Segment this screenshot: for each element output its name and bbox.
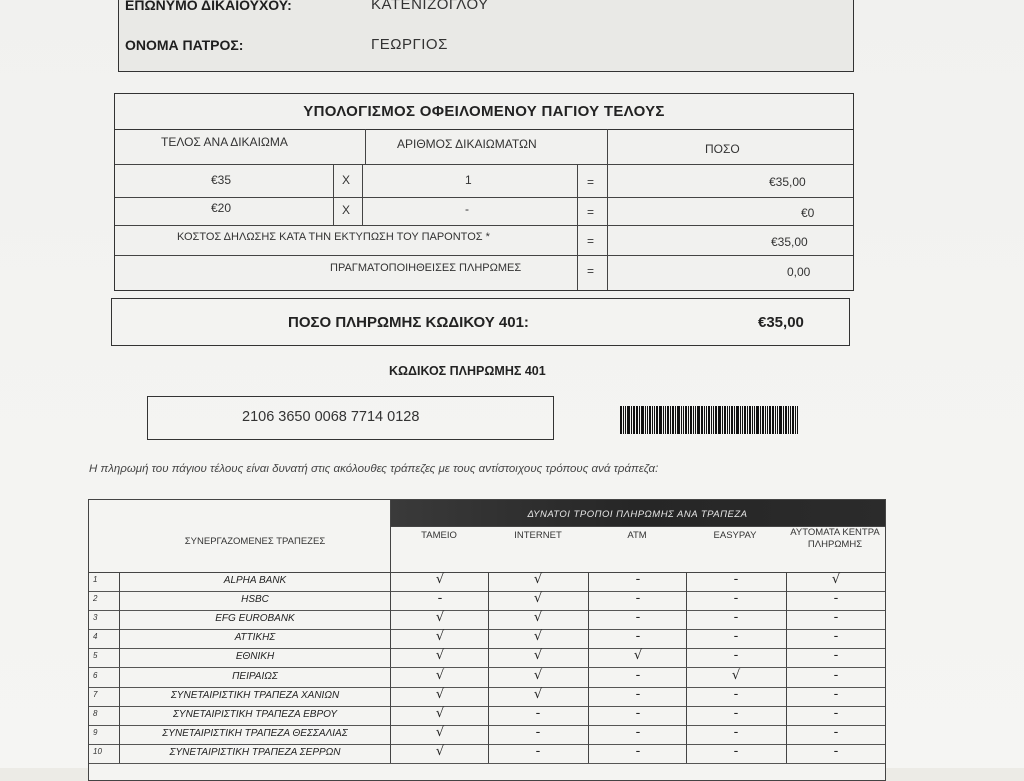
payment-code-value: 2106 3650 0068 7714 0128 xyxy=(242,409,420,425)
father-name-value: ΓΕΩΡΓΙΟΣ xyxy=(371,36,448,53)
multiply-sign: X xyxy=(342,203,351,217)
checkmark-icon: √ xyxy=(435,610,445,626)
surname-label: ΕΠΩΝΥΜΟ ΔΙΚΑΙΟΥΧΟΥ: xyxy=(125,0,292,13)
surname-value: ΚΑΤΕΝΙΖΟΓΛΟΥ xyxy=(371,0,489,13)
dash-mark: - xyxy=(733,572,739,587)
bank-row xyxy=(89,725,885,745)
dash-mark: - xyxy=(833,705,839,721)
bank-name: ALPHA BANK xyxy=(223,575,287,586)
dash-mark: - xyxy=(437,591,443,607)
checkmark-icon: √ xyxy=(633,648,643,664)
checkmark-icon: √ xyxy=(435,629,445,645)
dash-mark: - xyxy=(733,743,739,759)
col-banks-header: ΣΥΝΕΡΓΑΖΟΜΕΝΕΣ ΤΡΑΠΕΖΕΣ xyxy=(184,536,326,547)
calculation-title: ΥΠΟΛΟΓΙΣΜΟΣ ΟΦΕΙΛΟΜΕΝΟΥ ΠΑΓΙΟΥ ΤΕΛΟΥΣ xyxy=(115,94,853,130)
bank-name: EFG EUROBANK xyxy=(215,613,295,625)
bank-name: ΣΥΝΕΤΑΙΡΙΣΤΙΚΗ ΤΡΑΠΕΖΑ ΧΑΝΙΩΝ xyxy=(170,689,340,701)
dash-mark: - xyxy=(733,686,739,702)
equals-sign: = xyxy=(587,205,595,219)
checkmark-icon: √ xyxy=(533,572,543,587)
fee-calculation-table xyxy=(114,93,854,291)
bank-row xyxy=(89,572,885,592)
bank-row-number: 8 xyxy=(93,708,98,718)
checkmark-icon: √ xyxy=(533,648,543,664)
payment-methods-header-band xyxy=(390,500,885,526)
bank-row xyxy=(89,591,885,611)
checkmark-icon: √ xyxy=(435,686,445,702)
dash-mark: - xyxy=(535,724,541,740)
checkmark-icon: √ xyxy=(435,572,445,587)
dash-mark: - xyxy=(635,724,641,740)
dash-mark: - xyxy=(833,667,839,683)
bank-row xyxy=(89,648,885,668)
payments-made-label: ΠΡΑΓΜΑΤΟΠΟΙΗΘΕΙΣΕΣ ΠΛΗΡΩΜΕΣ xyxy=(330,262,522,274)
bank-name: ΣΥΝΕΤΑΙΡΙΣΤΙΚΗ ΤΡΑΠΕΖΑ ΘΕΣΣΑΛΙΑΣ xyxy=(162,727,348,739)
bank-name: ΣΥΝΕΤΑΙΡΙΣΤΙΚΗ ΤΡΑΠΕΖΑ ΣΕΡΡΩΝ xyxy=(169,746,341,758)
col-payment-centers-header: ΑΥΤΟΜΑΤΑ ΚΕΝΤΡΑ ΠΛΗΡΩΜΗΣ xyxy=(790,527,880,550)
dash-mark: - xyxy=(833,724,839,740)
checkmark-icon: √ xyxy=(533,610,543,626)
payment-amount-value: €35,00 xyxy=(758,314,804,331)
bank-row-number: 1 xyxy=(93,575,98,584)
col-easypay-header: EASYPAY xyxy=(713,530,757,541)
col-count-header: ΑΡΙΘΜΟΣ ΔΙΚΑΙΩΜΑΤΩΝ xyxy=(397,137,537,151)
dash-mark: - xyxy=(635,705,641,721)
amount-value: €0 xyxy=(801,206,815,220)
father-name-label: ΟΝΟΜΑ ΠΑΤΡΟΣ: xyxy=(125,37,244,53)
payments-made-value: 0,00 xyxy=(787,265,811,279)
dash-mark: - xyxy=(635,743,641,759)
dash-mark: - xyxy=(733,705,739,721)
bank-row xyxy=(89,706,885,726)
dash-mark: - xyxy=(833,591,839,607)
bank-row xyxy=(89,744,885,764)
dash-mark: - xyxy=(733,591,739,607)
banks-table xyxy=(88,499,886,781)
declaration-cost-value: €35,00 xyxy=(771,235,808,249)
payment-code-box xyxy=(147,396,554,440)
equals-sign: = xyxy=(587,234,595,248)
col-atm-header: ATM xyxy=(627,530,647,541)
checkmark-icon: √ xyxy=(533,629,543,645)
bank-row-number: 6 xyxy=(93,670,98,680)
checkmark-icon: √ xyxy=(533,591,543,607)
dash-mark: - xyxy=(635,591,641,607)
dash-mark: - xyxy=(635,572,641,587)
bank-row-number: 7 xyxy=(93,689,98,699)
bank-row xyxy=(89,610,885,630)
dash-mark: - xyxy=(635,610,641,626)
bank-name: ΠΕΙΡΑΙΩΣ xyxy=(232,670,278,682)
dash-mark: - xyxy=(535,743,541,759)
dash-mark: - xyxy=(833,610,839,626)
checkmark-icon: √ xyxy=(435,648,445,664)
dash-mark: - xyxy=(733,610,739,626)
payment-methods-title: ΔΥΝΑΤΟΙ ΤΡΟΠΟΙ ΠΛΗΡΩΜΗΣ ΑΝΑ ΤΡΑΠΕΖΑ xyxy=(527,509,748,520)
barcode-graphic xyxy=(620,406,812,434)
declaration-cost-label: ΚΟΣΤΟΣ ΔΗΛΩΣΗΣ ΚΑΤΑ ΤΗΝ ΕΚΤΥΠΩΣΗ ΤΟΥ ΠΑΡΟΝΤΟΣ * xyxy=(177,231,490,243)
payment-amount-label: ΠΟΣΟ ΠΛΗΡΩΜΗΣ ΚΩΔΙΚΟΥ 401: xyxy=(288,314,529,331)
dash-mark: - xyxy=(833,648,839,664)
bank-row-number: 10 xyxy=(93,746,102,756)
dash-mark: - xyxy=(635,686,641,702)
dash-mark: - xyxy=(833,743,839,759)
dash-mark: - xyxy=(733,724,739,740)
equals-sign: = xyxy=(587,264,595,278)
payment-code-title: ΚΩΔΙΚΟΣ ΠΛΗΡΩΜΗΣ 401 xyxy=(389,364,546,378)
checkmark-icon: √ xyxy=(533,667,543,683)
count-value: 1 xyxy=(465,173,472,187)
dash-mark: - xyxy=(833,629,839,645)
beneficiary-box xyxy=(118,0,854,72)
dash-mark: - xyxy=(635,667,641,683)
checkmark-icon: √ xyxy=(435,743,445,759)
amount-value: €35,00 xyxy=(769,175,806,189)
col-fee-header: ΤΕΛΟΣ ΑΝΑ ΔΙΚΑΙΩΜΑ xyxy=(161,135,288,149)
dash-mark: - xyxy=(833,686,839,702)
bank-row-number: 2 xyxy=(93,594,98,604)
bank-name: HSBC xyxy=(241,594,269,606)
dash-mark: - xyxy=(733,648,739,664)
bank-row-number: 4 xyxy=(93,632,98,642)
bank-name: ΕΘΝΙΚΗ xyxy=(235,651,275,663)
col-internet-header: INTERNET xyxy=(514,530,562,541)
dash-mark: - xyxy=(635,629,641,645)
checkmark-icon: √ xyxy=(731,667,741,683)
checkmark-icon: √ xyxy=(435,667,445,683)
bank-name: ΑΤΤΙΚΗΣ xyxy=(234,632,276,644)
col-cashier-header: ΤΑΜΕΙΟ xyxy=(421,530,457,541)
col-amount-header: ΠΟΣΟ xyxy=(705,142,740,156)
count-value: - xyxy=(465,202,469,216)
dash-mark: - xyxy=(733,629,739,645)
bank-row xyxy=(89,687,885,707)
payment-banks-note: Η πληρωμή του πάγιου τέλους είναι δυνατή στις ακόλουθες τράπεζες με τους αντίστοιχους τρόπους ανά τράπεζα: xyxy=(89,463,659,475)
checkmark-icon: √ xyxy=(435,724,445,740)
fee-value: €35 xyxy=(211,173,232,187)
bank-name: ΣΥΝΕΤΑΙΡΙΣΤΙΚΗ ΤΡΑΠΕΖΑ ΕΒΡΟΥ xyxy=(172,708,338,720)
payment-amount-box xyxy=(111,298,850,346)
checkmark-icon: √ xyxy=(533,686,543,702)
bank-row-number: 3 xyxy=(93,613,98,623)
equals-sign: = xyxy=(587,175,595,189)
bank-row-number: 9 xyxy=(93,727,98,737)
fee-value: €20 xyxy=(211,201,232,215)
bank-row xyxy=(89,629,885,649)
dash-mark: - xyxy=(535,705,541,721)
checkmark-icon: √ xyxy=(831,572,841,587)
multiply-sign: X xyxy=(342,173,351,187)
checkmark-icon: √ xyxy=(435,705,445,721)
bank-row xyxy=(89,668,885,688)
bank-row-number: 5 xyxy=(93,651,98,661)
